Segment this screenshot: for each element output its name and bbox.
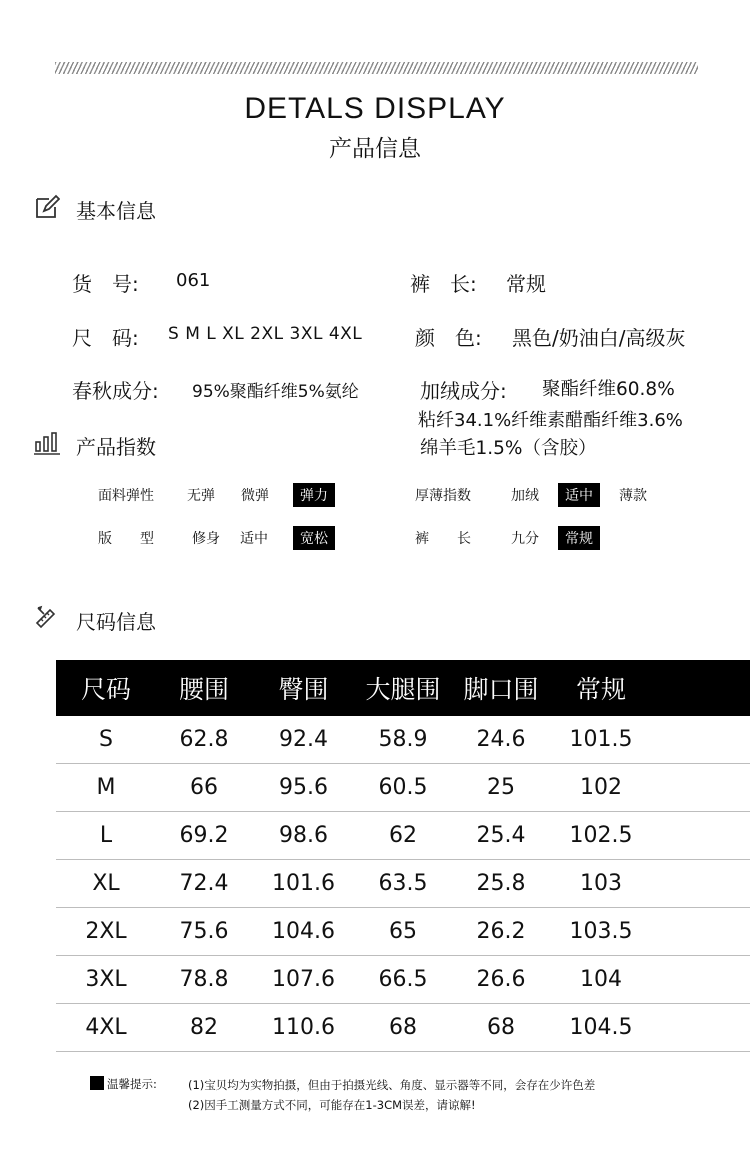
- table-cell: 78.8: [156, 956, 252, 1004]
- table-cell: 2XL: [56, 908, 156, 956]
- column-header: 尺码: [56, 660, 156, 716]
- spring-composition-value: 95%聚酯纤维5%氨纶: [192, 382, 359, 402]
- elasticity-option: 微弹: [241, 488, 269, 504]
- table-cell: 69.2: [156, 812, 252, 860]
- thickness-label: 厚薄指数: [415, 488, 471, 504]
- spring-composition-label: 春秋成分:: [72, 379, 159, 403]
- table-cell: 66: [156, 764, 252, 812]
- fit-option: 适中: [240, 531, 268, 547]
- table-row: [56, 812, 750, 860]
- notice-line1: (1)宝贝均为实物拍摄，但由于拍摄光线、角度、显示器等不同，会存在少许色差: [188, 1078, 596, 1092]
- elasticity-option: 无弹: [187, 488, 215, 504]
- table-cell-spacer: [651, 716, 750, 764]
- thickness-option: 薄款: [619, 488, 647, 504]
- size-label: 尺 码:: [72, 326, 139, 350]
- table-cell: 101.6: [252, 860, 355, 908]
- length-option-selected: 常规: [558, 526, 600, 550]
- table-cell-spacer: [651, 1004, 750, 1052]
- table-cell-spacer: [651, 956, 750, 1004]
- column-header-spacer: [651, 660, 750, 716]
- fleece-composition-line1: 聚酯纤维60.8%: [542, 379, 675, 400]
- table-cell-spacer: [651, 812, 750, 860]
- length-label: 裤 长: [415, 531, 471, 547]
- table-cell: 24.6: [451, 716, 551, 764]
- table-cell: S: [56, 716, 156, 764]
- table-cell: 68: [451, 1004, 551, 1052]
- ruler-pencil-icon: [34, 604, 60, 630]
- table-cell: 110.6: [252, 1004, 355, 1052]
- table-cell: 62: [355, 812, 451, 860]
- table-cell: 102: [551, 764, 651, 812]
- item-no-label: 货 号:: [72, 272, 139, 296]
- table-cell: 65: [355, 908, 451, 956]
- table-cell: 92.4: [252, 716, 355, 764]
- page-title-en: DETALS DISPLAY: [244, 92, 506, 125]
- fleece-composition-line2: 粘纤34.1%纤维素醋酯纤维3.6%: [418, 410, 683, 431]
- column-header: 臀围: [252, 660, 355, 716]
- edit-icon: [34, 194, 60, 220]
- table-cell: 25.4: [451, 812, 551, 860]
- column-header: 脚口围: [451, 660, 551, 716]
- table-cell: 3XL: [56, 956, 156, 1004]
- table-cell: 72.4: [156, 860, 252, 908]
- bar-chart-icon: [34, 430, 60, 456]
- color-label: 颜 色:: [415, 326, 482, 350]
- pant-length-label: 裤 长:: [410, 272, 477, 296]
- fleece-composition-line3: 绵羊毛1.5%（含胶）: [420, 438, 597, 459]
- table-row: [56, 716, 750, 764]
- page-title-cn: 产品信息: [329, 136, 421, 162]
- table-cell: M: [56, 764, 156, 812]
- decorative-hatch-divider: [55, 62, 698, 74]
- table-cell: 103: [551, 860, 651, 908]
- pant-length-value: 常规: [506, 272, 546, 296]
- table-cell: 60.5: [355, 764, 451, 812]
- fit-option: 修身: [192, 531, 220, 547]
- table-cell: 68: [355, 1004, 451, 1052]
- table-cell: 66.5: [355, 956, 451, 1004]
- fit-label: 版 型: [98, 531, 154, 547]
- table-cell: 25.8: [451, 860, 551, 908]
- table-cell: 25: [451, 764, 551, 812]
- table-row: [56, 764, 750, 812]
- table-cell: 98.6: [252, 812, 355, 860]
- table-cell: 104.6: [252, 908, 355, 956]
- table-cell: 4XL: [56, 1004, 156, 1052]
- table-cell: 62.8: [156, 716, 252, 764]
- column-header: 腰围: [156, 660, 252, 716]
- column-header: 常规: [551, 660, 651, 716]
- thickness-option-selected: 适中: [558, 483, 600, 507]
- section-title-basic: 基本信息: [76, 199, 156, 223]
- notice-line2: (2)因手工测量方式不同，可能存在1-3CM误差，请谅解!: [188, 1098, 476, 1112]
- table-cell: 103.5: [551, 908, 651, 956]
- column-header: 大腿围: [355, 660, 451, 716]
- table-cell: 75.6: [156, 908, 252, 956]
- table-cell: 63.5: [355, 860, 451, 908]
- table-row: [56, 908, 750, 956]
- thickness-option: 加绒: [511, 488, 539, 504]
- elasticity-label: 面料弹性: [98, 488, 154, 504]
- table-cell-spacer: [651, 860, 750, 908]
- table-cell: 107.6: [252, 956, 355, 1004]
- table-cell: 104.5: [551, 1004, 651, 1052]
- length-option: 九分: [511, 531, 539, 547]
- size-value: S M L XL 2XL 3XL 4XL: [168, 324, 363, 344]
- table-row: [56, 860, 750, 908]
- size-table: [56, 660, 750, 1052]
- size-table-header: [56, 660, 750, 716]
- table-cell: 101.5: [551, 716, 651, 764]
- table-cell: XL: [56, 860, 156, 908]
- table-cell: 58.9: [355, 716, 451, 764]
- table-cell: 102.5: [551, 812, 651, 860]
- item-no-value: 061: [176, 270, 211, 291]
- fleece-composition-label: 加绒成分:: [420, 379, 507, 403]
- table-cell: 26.6: [451, 956, 551, 1004]
- table-cell-spacer: [651, 908, 750, 956]
- section-title-size: 尺码信息: [76, 610, 156, 634]
- fit-option-selected: 宽松: [293, 526, 335, 550]
- section-title-index: 产品指数: [76, 435, 156, 459]
- notice-label-wrap: [90, 1076, 157, 1092]
- notice-label: 温馨提示:: [107, 1077, 157, 1091]
- table-cell: 82: [156, 1004, 252, 1052]
- table-cell: 95.6: [252, 764, 355, 812]
- square-bullet-icon: [90, 1076, 104, 1090]
- color-value: 黑色/奶油白/高级灰: [512, 326, 686, 350]
- table-cell: 26.2: [451, 908, 551, 956]
- table-row: [56, 1004, 750, 1052]
- elasticity-option-selected: 弹力: [293, 483, 335, 507]
- table-cell-spacer: [651, 764, 750, 812]
- table-row: [56, 956, 750, 1004]
- table-cell: 104: [551, 956, 651, 1004]
- table-cell: L: [56, 812, 156, 860]
